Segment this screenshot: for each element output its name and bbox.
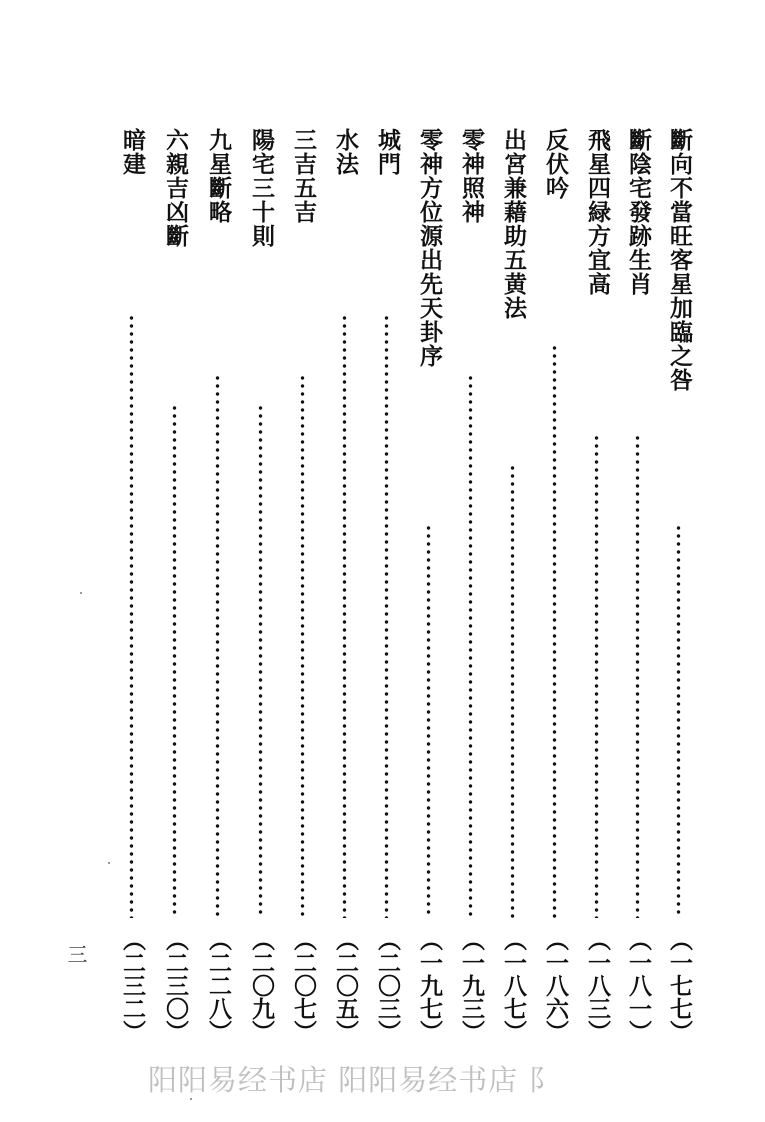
toc-entry-title: 水法: [332, 128, 359, 176]
dot-leader: [676, 524, 681, 918]
toc-entry: [372, 128, 402, 1043]
toc-entry-page: （二〇七）: [290, 928, 317, 1043]
toc-entry: [288, 128, 318, 1043]
toc-entry-page: （一八一）: [625, 928, 652, 1043]
scan-speck: [190, 1098, 192, 1100]
toc-entry-title: 零神照神: [458, 128, 485, 224]
toc-entry-page: （一八六）: [542, 928, 569, 1043]
dot-leader: [215, 374, 220, 918]
toc-entry: [330, 128, 360, 1043]
toc-entry: [246, 128, 276, 1043]
toc-entry: [582, 128, 612, 1043]
scan-speck: [108, 862, 110, 864]
toc-entry: [160, 128, 190, 1043]
dot-leader: [635, 434, 640, 918]
dot-leader: [426, 524, 431, 918]
toc-entry-page: （一九七）: [416, 928, 443, 1043]
toc-entry-title: 飛星四緑方宜高: [584, 128, 611, 296]
dot-leader: [594, 434, 599, 918]
toc-entry: [623, 128, 653, 1043]
toc-entry-page: （二三〇）: [162, 928, 189, 1043]
toc-entry-title: 六親吉凶斷: [162, 128, 189, 248]
scan-speck: [80, 592, 82, 594]
dot-leader: [258, 404, 263, 918]
toc-entry-title: 出宮兼藉助五黄法: [500, 128, 527, 320]
toc-entry-page: （一九三）: [458, 928, 485, 1043]
toc-entry: [540, 128, 570, 1043]
toc-entry: [664, 128, 694, 1043]
dot-leader: [300, 374, 305, 918]
toc-entry: [203, 128, 233, 1043]
toc-entry-page: （一八三）: [584, 928, 611, 1043]
dot-leader: [468, 374, 473, 918]
toc-entry-title: 斷陰宅發跡生肖: [625, 128, 652, 296]
toc-entry-title: 零神方位源出先天卦序: [416, 128, 443, 368]
toc-entry-page: （二〇五）: [332, 928, 359, 1043]
toc-entry-page: （二三二）: [119, 928, 146, 1043]
toc-entry: [117, 128, 147, 1043]
toc-entry-page: （二二八）: [205, 928, 232, 1043]
toc-entry: [456, 128, 486, 1043]
dot-leader: [510, 464, 515, 918]
dot-leader: [342, 314, 347, 918]
toc-entry-page: （一八七）: [500, 928, 527, 1043]
toc-entry-title: 陽宅三十則: [248, 128, 275, 248]
dot-leader: [129, 314, 134, 918]
toc-entry-page: （二〇九）: [248, 928, 275, 1043]
toc-entry-title: 暗建: [119, 128, 146, 176]
toc-entry-page: （二〇三）: [374, 928, 401, 1043]
toc-entry-title: 反伏吟: [542, 128, 569, 200]
toc-entry-title: 斷向不當旺客星加臨之咎: [666, 128, 693, 392]
toc-entry: [498, 128, 528, 1043]
toc-entry-page: （一七七）: [666, 928, 693, 1043]
toc-entry-title: 城門: [374, 128, 401, 176]
dot-leader: [172, 404, 177, 918]
dot-leader: [384, 314, 389, 918]
toc-entry-title: 三吉五吉: [290, 128, 317, 224]
watermark-text: 阳阳易经书店 阳阳易经书店 阝: [148, 1063, 559, 1097]
toc-entry-title: 九星斷略: [205, 128, 232, 224]
toc-entry: [414, 128, 444, 1043]
page-number: 三: [64, 944, 88, 964]
dot-leader: [552, 344, 557, 918]
